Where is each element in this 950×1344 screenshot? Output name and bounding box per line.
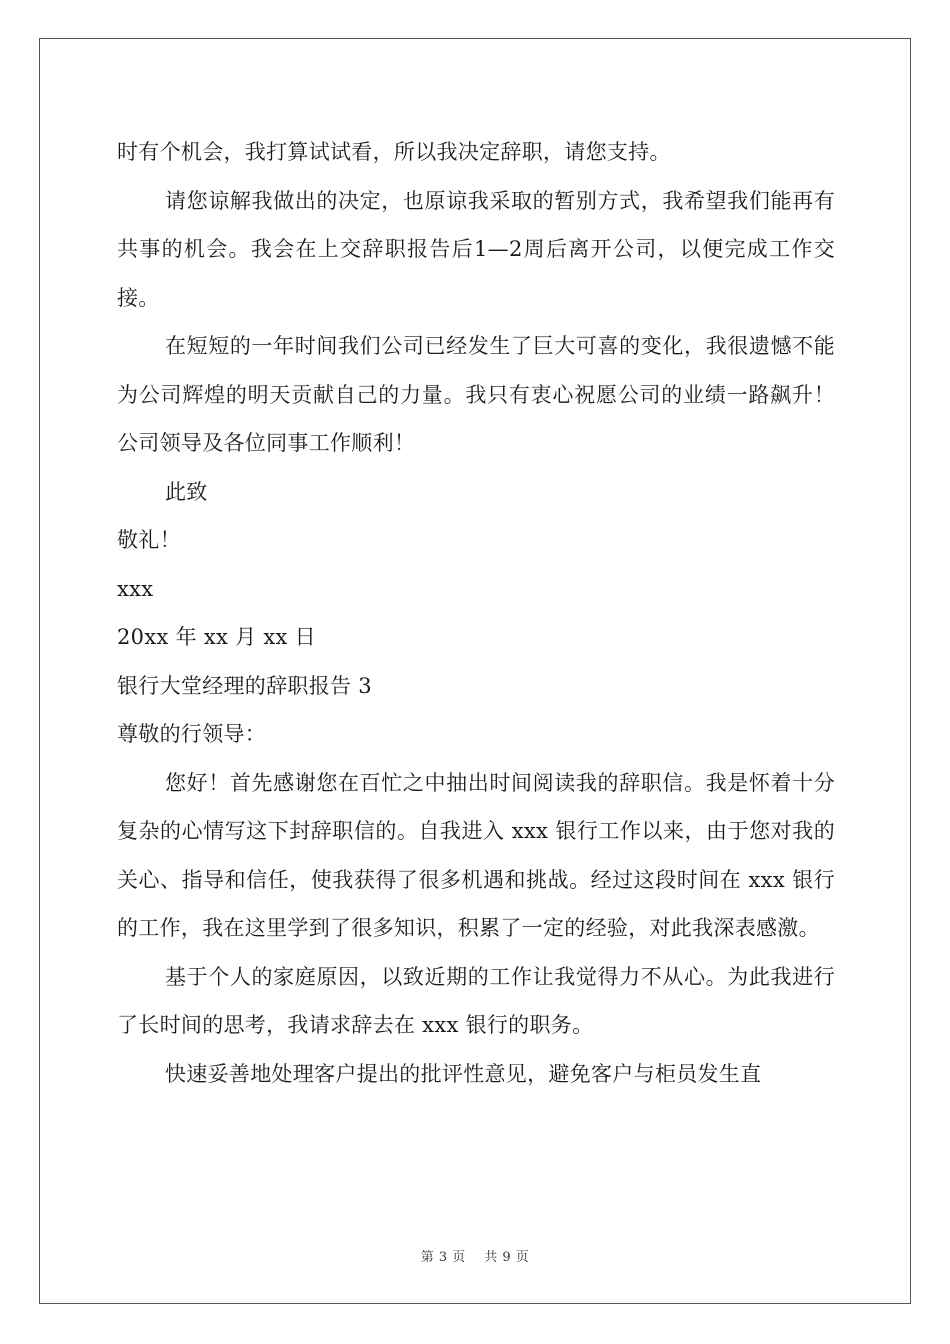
closing-regards: 敬礼！ bbox=[117, 528, 181, 552]
paragraph: 快速妥善地处理客户提出的批评性意见，避免客户与柜员发生直 bbox=[165, 1061, 762, 1086]
paragraph: 您好！首先感谢您在百忙之中抽出时间阅读我的辞职信。我是怀着十分复杂的心情写这下封辞职信的。自我进入 xxx 银行工作以来，由于您对我的关心、指导和信任，使我获得了很多机遇和挑战。经过这段时间在 xxx 银行的工作，我在这里学到了很多知识，积累了一定的经验，对此我深表感激。 bbox=[117, 770, 835, 940]
current-page-number: 第 3 页 bbox=[420, 1250, 466, 1265]
total-page-count: 共 9 页 bbox=[484, 1250, 530, 1265]
paragraph: 基于个人的家庭原因，以致近期的工作让我觉得力不从心。为此我进行了长时间的思考，我请求辞去在 xxx 银行的职务。 bbox=[117, 964, 835, 1037]
document-body bbox=[117, 128, 835, 1098]
signature-date: 20xx 年 xx 月 xx 日 bbox=[117, 625, 316, 649]
closing-salutation: 此致 bbox=[165, 479, 208, 504]
letter-greeting: 尊敬的行领导： bbox=[117, 722, 267, 746]
page-footer bbox=[0, 1246, 950, 1265]
section-title: 银行大堂经理的辞职报告 3 bbox=[117, 673, 372, 698]
signature-name: xxx bbox=[117, 576, 154, 601]
paragraph: 时有个机会，我打算试试看，所以我决定辞职，请您支持。 bbox=[117, 140, 671, 164]
paragraph: 在短短的一年时间我们公司已经发生了巨大可喜的变化，我很遗憾不能为公司辉煌的明天贡献自己的力量。我只有衷心祝愿公司的业绩一路飙升！公司领导及各位同事工作顺利！ bbox=[117, 334, 835, 455]
paragraph: 请您谅解我做出的决定，也原谅我采取的暂别方式，我希望我们能再有共事的机会。我会在上交辞职报告后1—2周后离开公司，以便完成工作交接。 bbox=[117, 188, 835, 310]
